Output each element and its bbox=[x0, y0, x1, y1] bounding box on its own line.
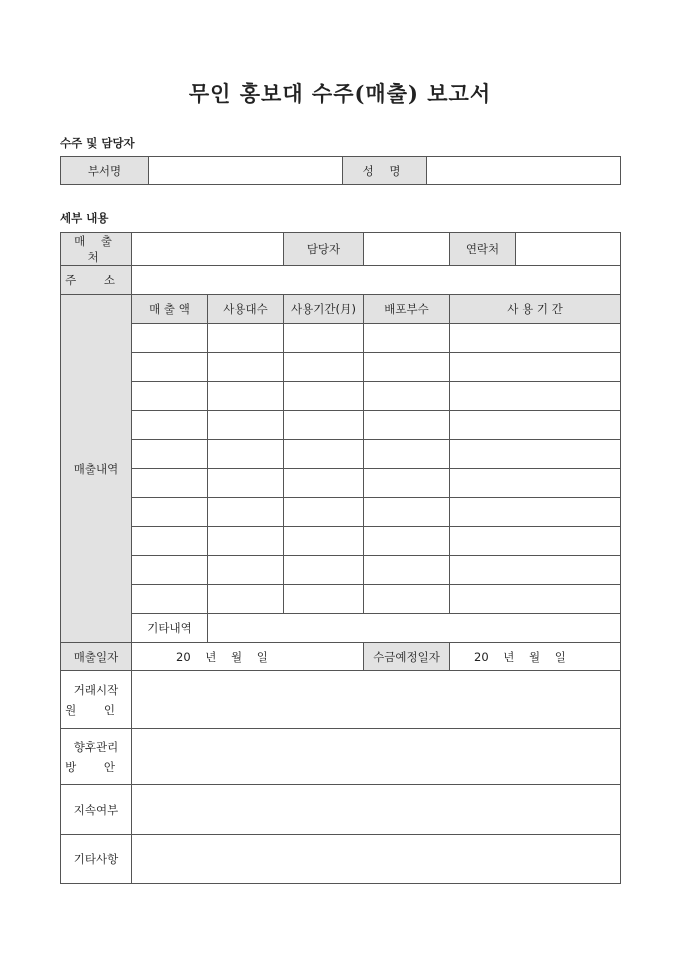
cell[interactable] bbox=[364, 440, 450, 469]
cell[interactable] bbox=[450, 382, 621, 411]
other-notes-field[interactable] bbox=[132, 835, 621, 884]
cell[interactable] bbox=[132, 527, 208, 556]
dept-label: 부서명 bbox=[61, 157, 149, 185]
future-plan-label-line1: 향후관리 bbox=[73, 739, 119, 754]
cell[interactable] bbox=[364, 382, 450, 411]
order-manager-table bbox=[60, 156, 621, 185]
cell[interactable] bbox=[364, 585, 450, 614]
cell[interactable] bbox=[364, 353, 450, 382]
address-label: 주 소 bbox=[61, 266, 132, 295]
sales-date-label: 매출일자 bbox=[61, 643, 132, 671]
cell[interactable] bbox=[132, 498, 208, 527]
collection-date-label: 수금예정일자 bbox=[364, 643, 450, 671]
cell[interactable] bbox=[284, 411, 364, 440]
cell[interactable] bbox=[450, 498, 621, 527]
table-row bbox=[61, 382, 621, 411]
cell[interactable] bbox=[132, 469, 208, 498]
col-header-units: 사용대수 bbox=[208, 295, 284, 324]
cell[interactable] bbox=[284, 440, 364, 469]
collection-date-field[interactable]: 20 년 월 일 bbox=[450, 643, 621, 671]
cell[interactable] bbox=[284, 324, 364, 353]
table-row bbox=[61, 353, 621, 382]
cell[interactable] bbox=[208, 498, 284, 527]
other-notes-label: 기타사항 bbox=[61, 835, 132, 884]
cell[interactable] bbox=[132, 324, 208, 353]
cell[interactable] bbox=[284, 498, 364, 527]
dept-field[interactable] bbox=[149, 157, 343, 185]
cell[interactable] bbox=[284, 469, 364, 498]
cell[interactable] bbox=[208, 585, 284, 614]
col-header-amount: 매 출 액 bbox=[132, 295, 208, 324]
table-row bbox=[61, 527, 621, 556]
table-row bbox=[61, 585, 621, 614]
cell[interactable] bbox=[132, 411, 208, 440]
buyer-field[interactable] bbox=[132, 233, 284, 266]
other-details-field[interactable] bbox=[208, 614, 621, 643]
cell[interactable] bbox=[208, 324, 284, 353]
table-row bbox=[61, 411, 621, 440]
continuation-label: 지속여부 bbox=[61, 785, 132, 835]
section-label-order: 수주 및 담당자 bbox=[60, 136, 135, 150]
cell[interactable] bbox=[208, 556, 284, 585]
cell[interactable] bbox=[284, 585, 364, 614]
continuation-field[interactable] bbox=[132, 785, 621, 835]
cell[interactable] bbox=[364, 411, 450, 440]
start-reason-label bbox=[61, 671, 132, 729]
cell[interactable] bbox=[132, 556, 208, 585]
buyer-label: 매 출 처 bbox=[61, 233, 132, 266]
cell[interactable] bbox=[450, 440, 621, 469]
contact-label: 연락처 bbox=[450, 233, 516, 266]
cell[interactable] bbox=[364, 324, 450, 353]
table-row bbox=[61, 498, 621, 527]
future-plan-field[interactable] bbox=[132, 729, 621, 785]
other-details-label: 기타내역 bbox=[132, 614, 208, 643]
table-row bbox=[61, 440, 621, 469]
col-header-copies: 배포부수 bbox=[364, 295, 450, 324]
cell[interactable] bbox=[132, 353, 208, 382]
address-field[interactable] bbox=[132, 266, 621, 295]
cell[interactable] bbox=[284, 382, 364, 411]
table-row bbox=[61, 324, 621, 353]
details-table bbox=[60, 232, 621, 884]
page-title: 무인 홍보대 수주(매출) 보고서 bbox=[188, 81, 492, 106]
cell[interactable] bbox=[132, 440, 208, 469]
manager-field[interactable] bbox=[364, 233, 450, 266]
cell[interactable] bbox=[450, 411, 621, 440]
name-field[interactable] bbox=[427, 157, 621, 185]
cell[interactable] bbox=[284, 353, 364, 382]
cell[interactable] bbox=[450, 585, 621, 614]
name-label: 성 명 bbox=[343, 157, 427, 185]
cell[interactable] bbox=[450, 324, 621, 353]
section-label-details: 세부 내용 bbox=[60, 211, 109, 225]
cell[interactable] bbox=[450, 469, 621, 498]
future-plan-label bbox=[61, 729, 132, 785]
sales-details-label: 매출내역 bbox=[61, 295, 132, 643]
cell[interactable] bbox=[208, 527, 284, 556]
cell[interactable] bbox=[132, 382, 208, 411]
future-plan-label-line2: 방 안 bbox=[65, 759, 127, 774]
sales-date-field[interactable]: 20 년 월 일 bbox=[132, 643, 364, 671]
cell[interactable] bbox=[450, 527, 621, 556]
cell[interactable] bbox=[450, 353, 621, 382]
cell[interactable] bbox=[132, 585, 208, 614]
start-reason-label-line1: 거래시작 bbox=[73, 682, 119, 697]
cell[interactable] bbox=[208, 353, 284, 382]
start-reason-field[interactable] bbox=[132, 671, 621, 729]
cell[interactable] bbox=[208, 382, 284, 411]
col-header-period-months: 사용기간(月) bbox=[284, 295, 364, 324]
cell[interactable] bbox=[208, 411, 284, 440]
cell[interactable] bbox=[450, 556, 621, 585]
cell[interactable] bbox=[208, 469, 284, 498]
cell[interactable] bbox=[364, 498, 450, 527]
table-row bbox=[61, 469, 621, 498]
start-reason-label-line2: 원 인 bbox=[65, 702, 127, 717]
cell[interactable] bbox=[284, 527, 364, 556]
manager-label: 담당자 bbox=[284, 233, 364, 266]
col-header-usage-period: 사 용 기 간 bbox=[450, 295, 621, 324]
contact-field[interactable] bbox=[516, 233, 621, 266]
cell[interactable] bbox=[364, 556, 450, 585]
cell[interactable] bbox=[364, 527, 450, 556]
cell[interactable] bbox=[284, 556, 364, 585]
cell[interactable] bbox=[364, 469, 450, 498]
table-row bbox=[61, 556, 621, 585]
cell[interactable] bbox=[208, 440, 284, 469]
